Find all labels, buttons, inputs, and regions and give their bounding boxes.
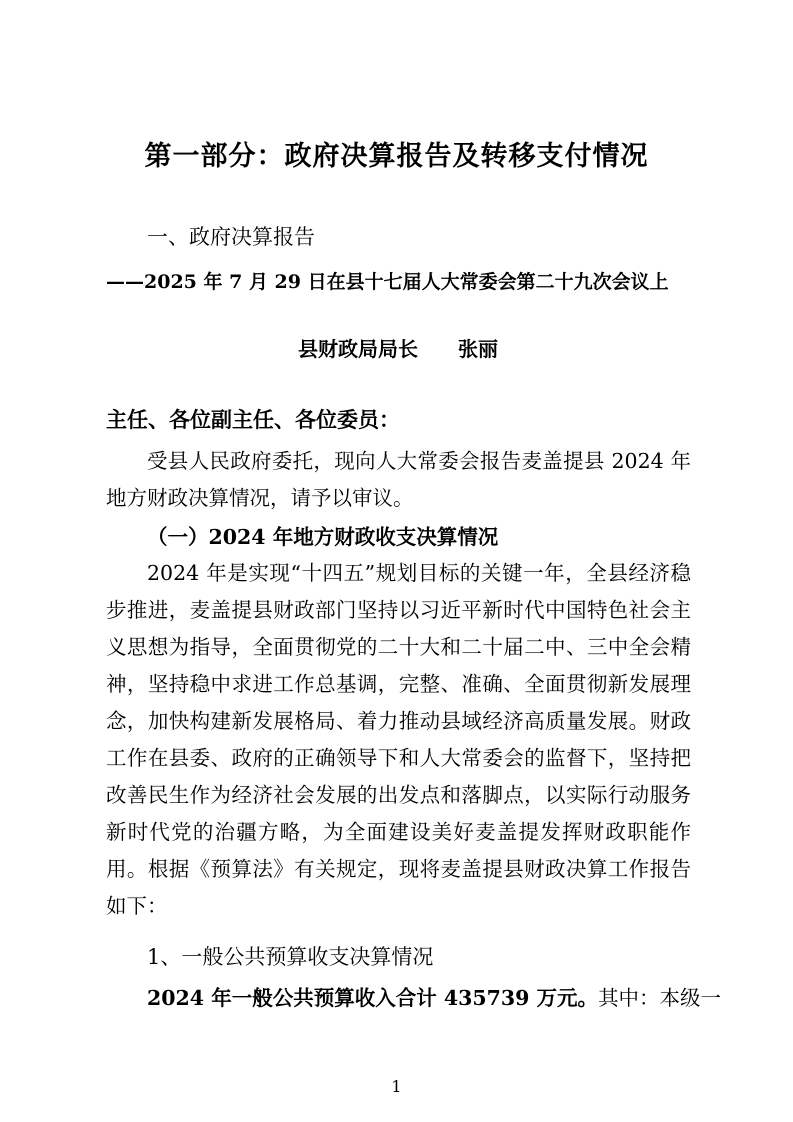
page-number: 1 bbox=[391, 1077, 402, 1096]
section-heading: 一、政府决算报告 bbox=[147, 225, 315, 249]
revenue-paragraph bbox=[147, 981, 721, 1011]
speaker-line: 县财政局局长 张丽 bbox=[298, 337, 498, 361]
revenue-total-text: 2024 年一般公共预算收入合计 435739 万元。 bbox=[147, 986, 599, 1010]
subheading-general-budget: 1、一般公共预算收支决算情况 bbox=[147, 945, 434, 969]
page-title: 第一部分：政府决算报告及转移支付情况 bbox=[144, 141, 649, 172]
subheading-fiscal-overview: （一）2024 年地方财政收支决算情况 bbox=[147, 525, 499, 549]
intro-paragraph: 受县人民政府委托，现向人大常委会报告麦盖提县 2024 年地方财政决算情况，请予以审议。 bbox=[106, 449, 691, 510]
body-paragraph: 2024 年是实现“十四五”规划目标的关键一年，全县经济稳步推进，麦盖提县财政部门坚持以习近平新时代中国特色社会主义思想为指导，全面贯彻党的二十大和二十届二中、三中全会精神，坚持稳中求进工作总基调，完整、准确、全面贯彻新发展理念，加快构建新发展格局、着力推动县域经济高质量发展。财政工作在县委、政府的正确领导下和人大常委会的监督下，坚持把改善民生作为经济社会发展的出发点和落脚点，以实际行动服务新时代党的治疆方略，为全面建设美好麦盖提发挥财政职能作用。根据《预算法》有关规定，现将麦盖提县财政决算工作报告如下： bbox=[106, 561, 691, 918]
revenue-detail-text: 其中：本级一 bbox=[598, 986, 722, 1010]
report-subtitle: ——2025 年 7 月 29 日在县十七届人大常委会第二十九次会议上 bbox=[106, 271, 669, 293]
salutation: 主任、各位副主任、各位委员： bbox=[106, 407, 400, 432]
